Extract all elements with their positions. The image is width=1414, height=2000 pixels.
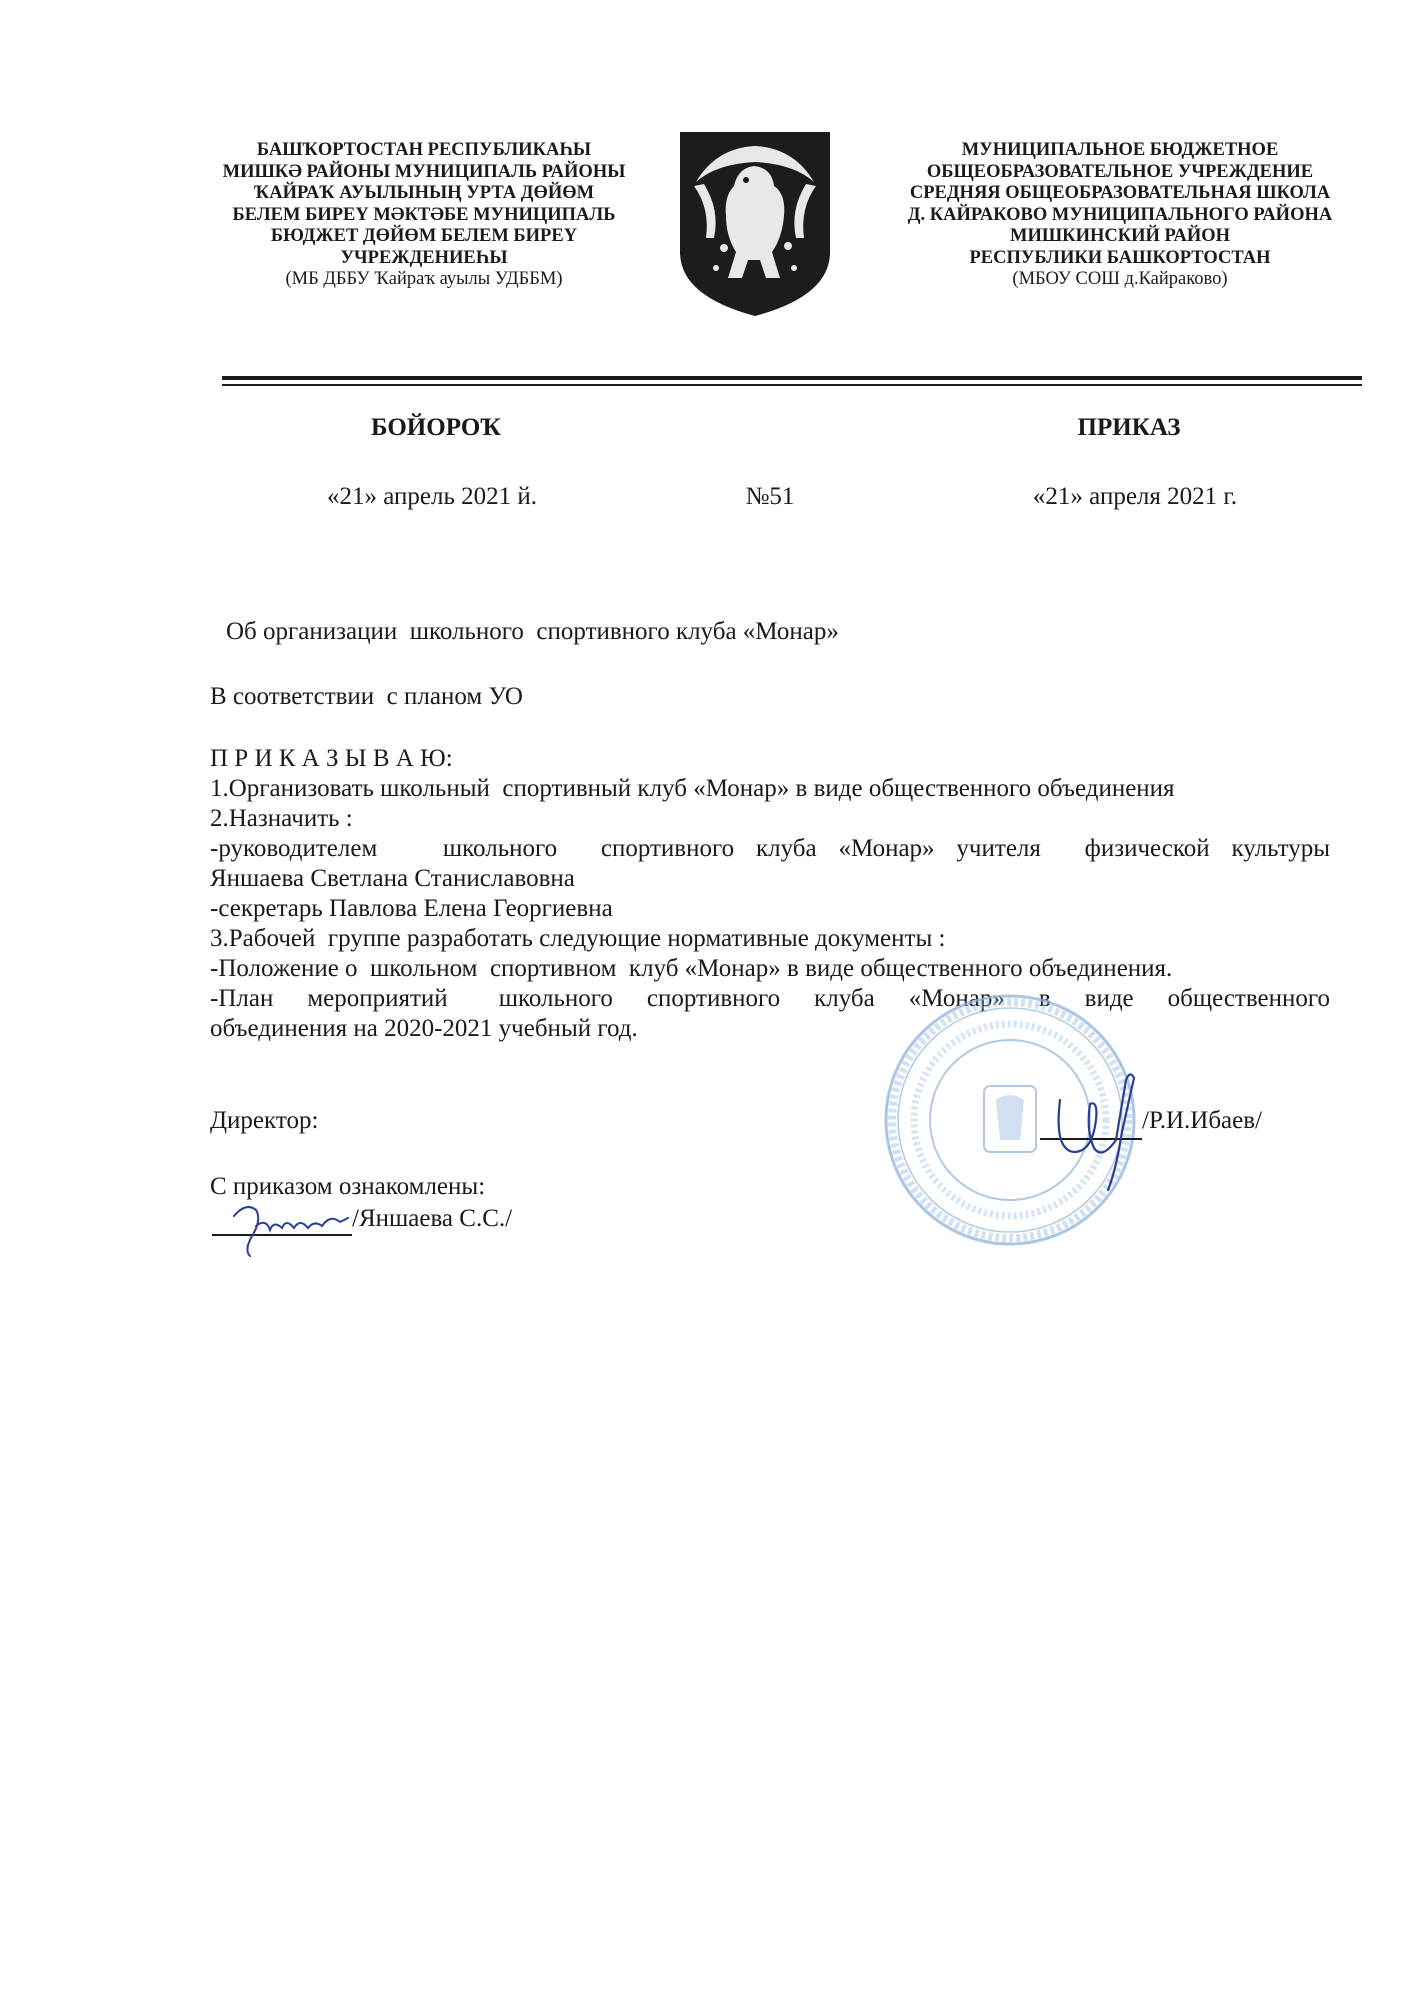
header-divider-thin <box>222 384 1362 386</box>
order-item: 1.Организовать школьный спортивный клуб «Монар» в виде общественного объединения <box>210 775 1175 802</box>
header-russian-line: ОБЩЕОБРАЗОВАТЕЛЬНОЕ УЧРЕЖДЕНИЕ <box>926 161 1314 182</box>
header-bashkir-line: БЕЛЕМ БИРЕҮ МӘКТӘБЕ МУНИЦИПАЛЬ <box>232 204 616 225</box>
header-russian-line: МИШКИНСКИЙ РАЙОН <box>1009 226 1230 246</box>
acquaintance-label: С приказом ознакомлены: <box>210 1173 486 1200</box>
order-item: Яншаева Светлана Станиславовна <box>210 865 575 892</box>
acquaintance-signature <box>226 1196 356 1262</box>
header-russian-line: МУНИЦИПАЛЬНОЕ БЮДЖЕТНОЕ <box>961 140 1279 160</box>
header-bashkir-line: МИШКӘ РАЙОНЫ МУНИЦИПАЛЬ РАЙОНЫ <box>222 161 626 182</box>
order-item: -секретарь Павлова Елена Георгиевна <box>210 895 613 922</box>
header-russian-line: Д. КАЙРАКОВО МУНИЦИПАЛЬНОГО РАЙОНА <box>907 204 1333 225</box>
director-signature <box>1030 1040 1150 1200</box>
header-bashkir-line: УЧРЕЖДЕНИЕҺЫ <box>340 247 508 268</box>
preamble: В соответствии с планом УО <box>210 683 523 710</box>
header-bashkir-line: БЮДЖЕТ ДӨЙӨМ БЕЛЕМ БИРЕҮ <box>270 226 578 246</box>
acquaintance-name: /Яншаева С.С./ <box>352 1205 513 1232</box>
header-russian-line: СРЕДНЯЯ ОБЩЕОБРАЗОВАТЕЛЬНАЯ ШКОЛА <box>909 183 1331 203</box>
header-bashkir-line: БАШҠОРТОСТАН РЕСПУБЛИКАҺЫ <box>256 140 592 160</box>
command-heading: П Р И К А З Ы В А Ю: <box>210 745 453 772</box>
coat-of-arms-emblem <box>676 128 834 320</box>
order-subject: Об организации школьного спортивного клуба «Монар» <box>226 618 839 645</box>
order-body <box>210 682 1330 1044</box>
order-date-russian: «21» апреля 2021 г. <box>1032 483 1238 510</box>
order-item: -руководителем школьного спортивного клуба «Монар» учителя физической культуры <box>210 835 1330 862</box>
order-item: -Положение о школьном спортивном клуб «Монар» в виде общественного объединения. <box>210 955 1173 982</box>
order-date-bashkir: «21» апрель 2021 й. <box>327 483 537 510</box>
order-item: 3.Рабочей группе разработать следующие нормативные документы : <box>210 925 946 952</box>
order-item: объединения на 2020-2021 учебный год. <box>210 1015 638 1042</box>
director-name: /Р.И.Ибаев/ <box>1142 1107 1262 1134</box>
order-item: 2.Назначить : <box>210 805 353 832</box>
director-label: Директор: <box>210 1107 319 1134</box>
header-russian-abbr: (МБОУ СОШ д.Кайраково) <box>1012 269 1228 289</box>
paragraph-gap <box>210 712 1330 744</box>
header-divider-thick <box>222 376 1362 380</box>
header-bashkir <box>172 140 676 291</box>
header-russian <box>868 140 1372 291</box>
order-title-russian: ПРИКАЗ <box>1077 414 1181 441</box>
header-russian-line: РЕСПУБЛИКИ БАШКОРТОСТАН <box>969 247 1271 268</box>
order-title-bashkir: БОЙОРОҠ <box>371 414 501 441</box>
order-item: -План мероприятий школьного спортивного клуба «Монар» в виде общественного <box>210 985 1330 1012</box>
order-number: №51 <box>745 483 795 510</box>
header-bashkir-abbr: (МБ ДББУ Ҡайраҡ ауылы УДББМ) <box>285 269 563 289</box>
header-bashkir-line: ҠАЙРАҠ АУЫЛЫНЫҢ УРТА ДӨЙӨМ <box>253 183 595 203</box>
